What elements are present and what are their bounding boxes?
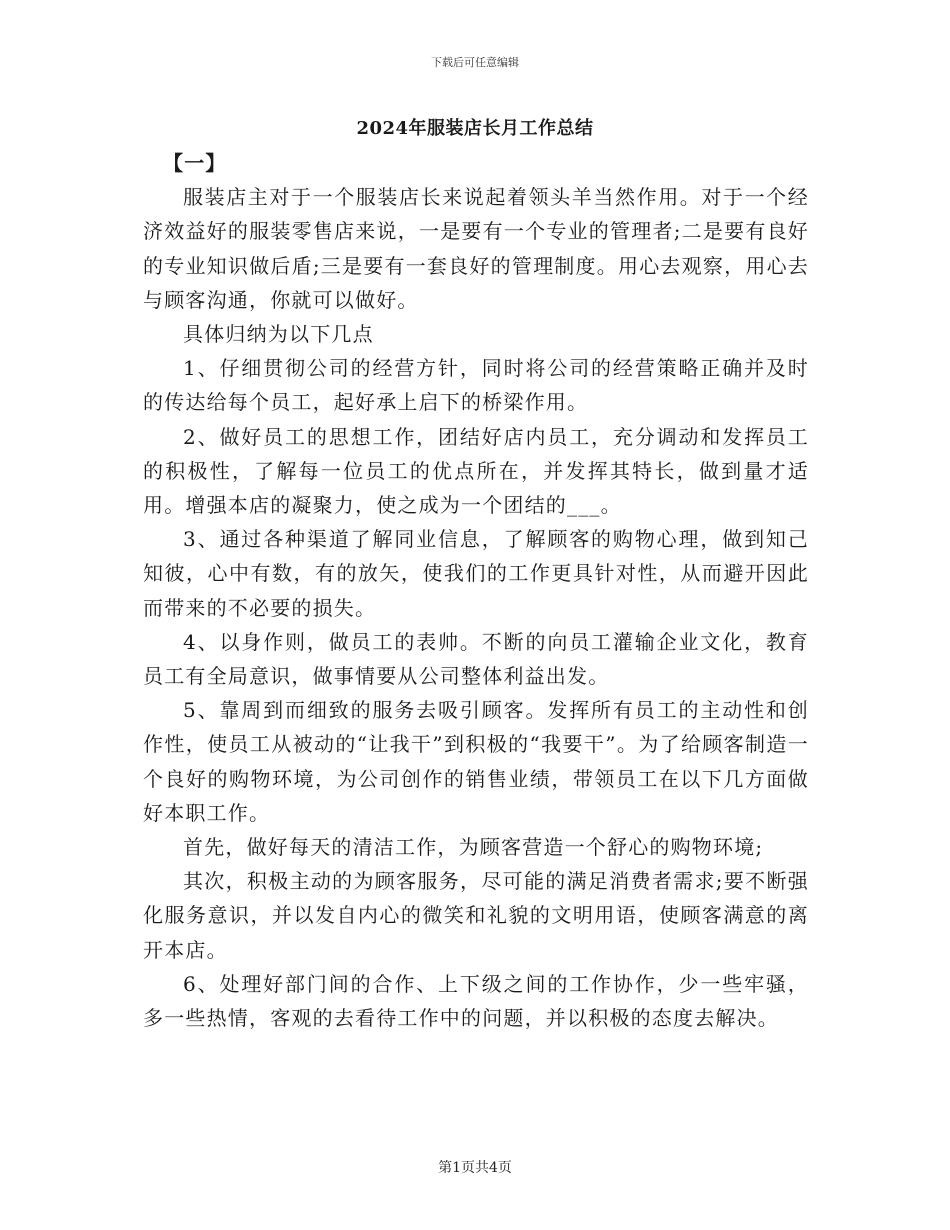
document-body — [143, 146, 809, 1035]
paragraph: 首先，做好每天的清洁工作，为顾客营造一个舒心的购物环境; — [183, 835, 764, 860]
paragraph: 服装店主对于一个服装店长来说起着领头羊当然作用。对于一个经济效益好的服装零售店来说，一是要有一个专业的管理者;二是要有良好的专业知识做后盾;三是要有一套良好的管理制度。用心去观察，用心去与顾客沟通，你就可以做好。 — [143, 185, 809, 312]
paragraph: 6、处理好部门间的合作、上下级之间的工作协作，少一些牢骚，多一些热情，客观的去看待工作中的问题，并以积极的态度去解决。 — [143, 971, 809, 1031]
paragraph: 3、通过各种渠道了解同业信息，了解顾客的购物心理，做到知己知彼，心中有数，有的放矢，使我们的工作更具针对性，从而避开因此而带来的不必要的损失。 — [143, 527, 809, 620]
section-label: 【一】 — [163, 151, 227, 175]
page-header-note: 下载后可任意编辑 — [431, 56, 519, 69]
page-number: 第1页共4页 — [438, 1160, 512, 1176]
paragraph: 5、靠周到而细致的服务去吸引顾客。发挥所有员工的主动性和创作性，使员工从被动的“让我干”到积极的“我要干”。为了给顾客制造一个良好的购物环境，为公司创作的销售业绩，带领员工在以下几方面做好本职工作。 — [143, 698, 809, 825]
paragraph: 4、以身作则，做员工的表帅。不断的向员工灌输企业文化，教育员工有全局意识，做事情要从公司整体利益出发。 — [143, 629, 809, 689]
paragraph: 具体归纳为以下几点 — [183, 322, 374, 347]
paragraph: 1、仔细贯彻公司的经营方针，同时将公司的经营策略正确并及时的传达给每个员工，起好承上启下的桥梁作用。 — [143, 356, 809, 415]
document-title: 2024年服装店长月工作总结 — [356, 118, 594, 139]
paragraph: 其次，积极主动的为顾客服务，尽可能的满足消费者需求;要不断强化服务意识，并以发自内心的微笑和礼貌的文明用语，使顾客满意的离开本店。 — [143, 869, 809, 962]
paragraph: 2、做好员工的思想工作，团结好店内员工，充分调动和发挥员工的积极性，了解每一位员工的优点所在，并发挥其特长，做到量才适用。增强本店的凝聚力，使之成为一个团结的___。 — [143, 424, 809, 518]
